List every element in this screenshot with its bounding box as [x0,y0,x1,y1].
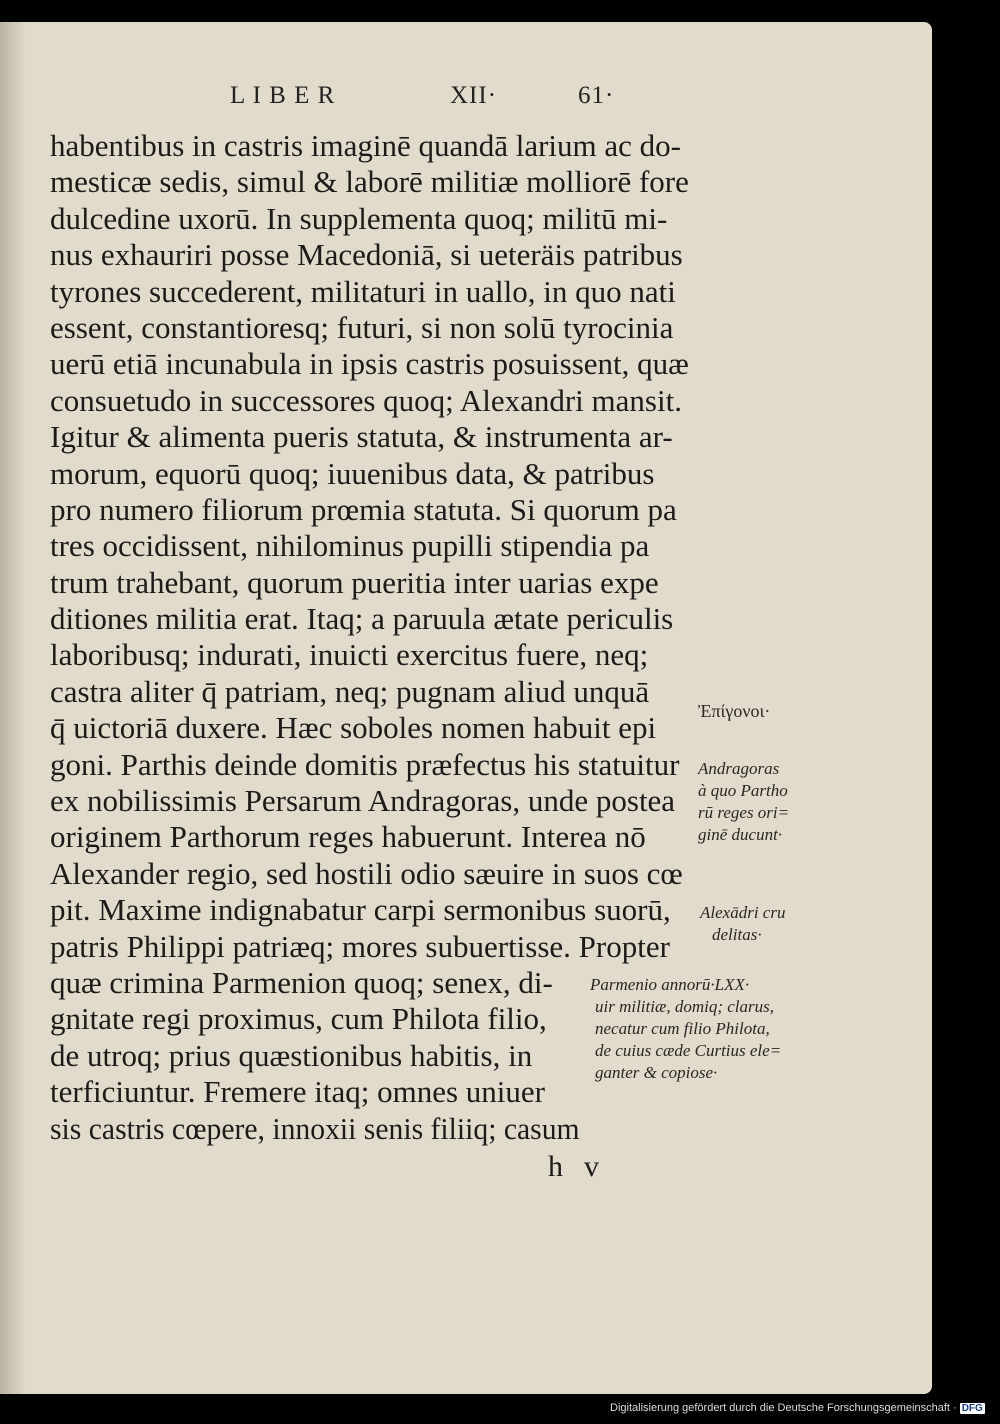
margin-note-parmenio [590,974,781,1084]
margin-note-line: à quo Partho [698,781,788,800]
footer-credit [610,1402,985,1414]
text-line: q̄ uictoriā duxere. Hæc soboles nomen habuit epi [50,710,657,746]
text-line: goni. Parthis deinde domitis præfectus his statuitur [50,746,680,782]
text-line: pit. Maxime indignabatur carpi sermonibus suorū, [50,892,671,928]
page-gutter-shadow [0,22,26,1394]
margin-note-line: necatur cum filio Philota, [595,1019,770,1038]
signature-letter: h [548,1150,563,1183]
text-line: sis castris cœpere, innoxii senis filiiq; casum [50,1110,580,1146]
text-line: trum trahebant, quorum pueritia inter uarias expe [50,564,659,600]
margin-note-epigoni: Ἐπίγονοι· [698,701,771,721]
text-line: de utroq; prius quæstionibus habitis, in [50,1037,533,1073]
header-liber: L I B E R [230,82,336,109]
text-line: dulcedine uxorū. In supplementa quoq; militū mi- [50,200,668,236]
text-line: patris Philippi patriæq; mores subuertisse. Propter [50,928,670,964]
margin-note-andragoras [698,758,789,846]
text-line: mesticæ sedis, simul & laborē militiæ molliorē fore [50,164,689,200]
margin-note-line: Andragoras [698,759,780,778]
margin-note-line: ginē ducunt· [698,825,783,844]
margin-note-line: rū reges ori= [698,803,790,822]
margin-note-line: Alexādri cru [700,903,786,922]
text-line: tres occidissent, nihilominus pupilli stipendia pa [50,528,650,564]
margin-note-line: de cuius cæde Curtius ele= [595,1041,782,1060]
margin-note-line: Parmenio annorū·LXX· [590,975,750,994]
text-line: castra aliter q̄ patriam, neq; pugnam aliud unquā [50,673,650,709]
header-folio: 61· [578,82,615,109]
text-line: quæ crimina Parmenion quoq; senex, di- [50,964,553,1000]
text-line: tyrones succederent, militaturi in uallo, in quo nati [50,273,676,309]
signature-number: v [584,1150,599,1183]
margin-note-line: delitas· [712,925,762,944]
text-line: gnitate regi proximus, cum Philota filio, [50,1001,547,1037]
text-line: Igitur & alimenta pueris statuta, & instrumenta ar- [50,419,673,455]
text-line: essent, constantioresq; futuri, si non solū tyrocinia [50,309,674,345]
text-line: uerū etiā incunabula in ipsis castris posuissent, quæ [50,346,689,382]
text-line: pro numero filiorum prœmia statuta. Si quorum pa [50,491,677,527]
text-line: nus exhauriri posse Macedoniā, si ueteräis patribus [50,237,683,273]
text-line: Alexander regio, sed hostili odio sæuire in suos cœ [50,855,683,891]
text-line: ditiones militia erat. Itaq; a paruula ætate periculis [50,601,674,637]
header-book-number: XII· [450,82,498,109]
margin-note-line: uir militiæ, domiq; clarus, [595,997,774,1016]
text-line: ex nobilissimis Persarum Andragoras, unde postea [50,783,676,819]
dfg-logo: DFG [961,1403,983,1414]
text-line: habentibus in castris imaginē quandā larium ac do- [50,128,682,163]
text-line: morum, equorū quoq; iuuenibus data, & patribus [50,455,655,491]
text-line: laboribusq; indurati, inuicti exercitus fuere, neq; [50,637,649,673]
text-line: consuetudo in successores quoq; Alexandri mansit. [50,382,682,418]
text-line: originem Parthorum reges habuerunt. Interea nō [50,819,646,855]
footer-text: Digitalisierung gefördert durch die Deutsche Forschungsgemeinschaft · [610,1402,957,1414]
margin-note-line: ganter & copiose· [595,1063,718,1082]
text-line: terficiuntur. Fremere itaq; omnes uniuer [50,1074,545,1110]
margin-note-alexandri [700,902,785,946]
